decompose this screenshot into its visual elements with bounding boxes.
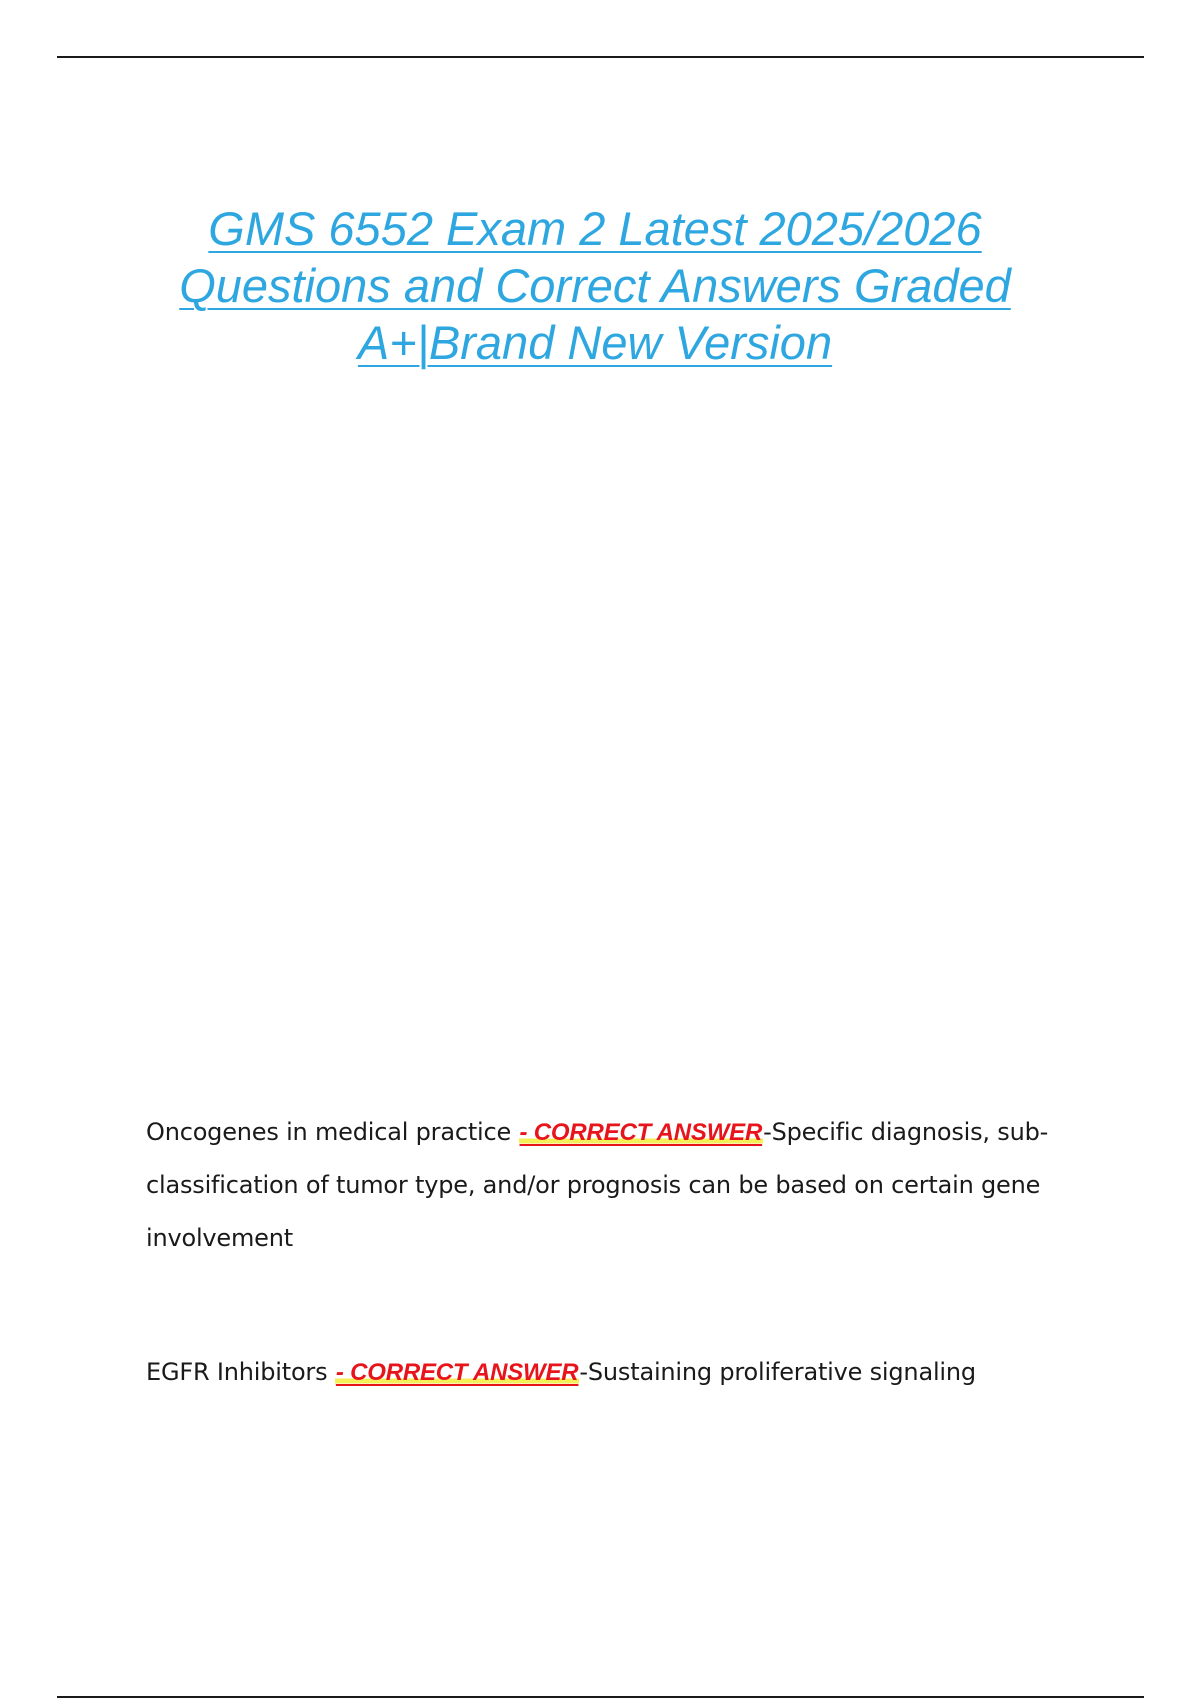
title-line-1[interactable]: GMS 6552 Exam 2 Latest 2025/2026 (208, 202, 982, 255)
question-text: Oncogenes in medical practice (146, 1118, 519, 1146)
title-line-3[interactable]: A+|Brand New Version (357, 316, 833, 369)
answer-text: -Specific diagnosis, sub-classification of tumor type, and/or prognosis can be based on certain gene involvement (146, 1118, 1049, 1252)
header-rule (57, 56, 1144, 58)
question-text: EGFR Inhibitors (146, 1358, 335, 1386)
footer-rule (57, 1696, 1144, 1698)
qa-item (146, 1106, 1066, 1265)
title-line-2[interactable]: Questions and Correct Answers Graded (179, 259, 1011, 312)
qa-item (146, 1346, 1066, 1399)
answer-text: -Sustaining proliferative signaling (579, 1358, 976, 1386)
correct-answer-marker: - CORRECT ANSWER (519, 1119, 763, 1146)
correct-answer-marker: - CORRECT ANSWER (335, 1359, 579, 1386)
document-title[interactable] (100, 200, 1090, 371)
